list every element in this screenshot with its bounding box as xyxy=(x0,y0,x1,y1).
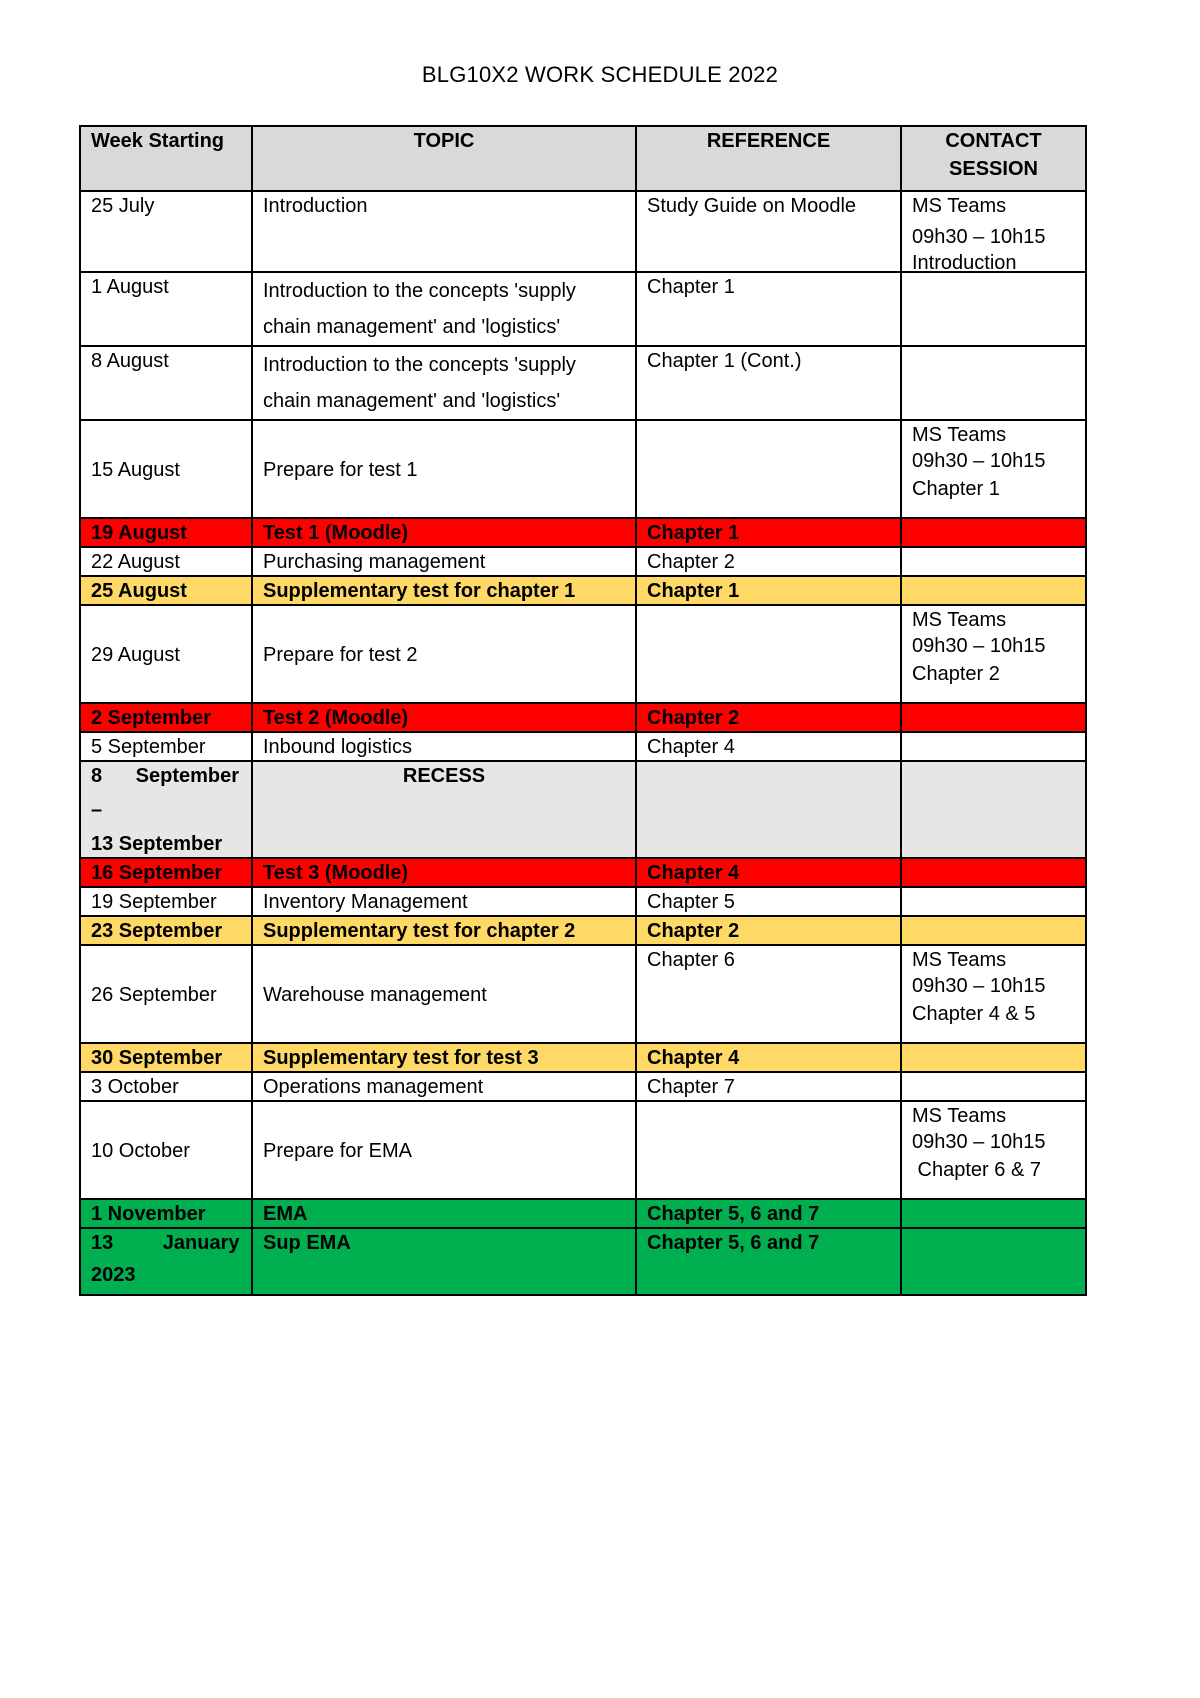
reference-cell xyxy=(636,605,901,703)
topic-cell: Warehouse management xyxy=(252,945,636,1043)
table-row-recess xyxy=(80,761,1086,858)
contact-platform: MS Teams xyxy=(912,1105,1007,1127)
contact-topic: Chapter 6 & 7 xyxy=(912,1159,1041,1181)
topic-cell: RECESS xyxy=(252,761,636,858)
contact-topic: Chapter 1 xyxy=(912,478,1000,500)
contact-cell xyxy=(901,761,1086,858)
week-cell: 1 November xyxy=(80,1199,252,1228)
reference-cell: Chapter 4 xyxy=(636,858,901,887)
week-cell: 25 July xyxy=(80,191,252,272)
reference-cell: Chapter 1 (Cont.) xyxy=(636,346,901,420)
table-row xyxy=(80,1072,1086,1101)
table-row xyxy=(80,1101,1086,1199)
topic-cell: Introduction xyxy=(252,191,636,272)
contact-cell xyxy=(901,1043,1086,1072)
topic-cell: Supplementary test for chapter 2 xyxy=(252,916,636,945)
contact-cell xyxy=(901,420,1086,518)
reference-cell: Chapter 2 xyxy=(636,547,901,576)
header-contact-session xyxy=(901,126,1086,191)
reference-cell: Chapter 1 xyxy=(636,576,901,605)
table-row-test xyxy=(80,703,1086,732)
header-week-starting: Week Starting xyxy=(80,126,252,191)
reference-cell: Chapter 5, 6 and 7 xyxy=(636,1228,901,1295)
week-cell: 22 August xyxy=(80,547,252,576)
contact-cell xyxy=(901,887,1086,916)
reference-cell xyxy=(636,1101,901,1199)
topic-cell: Supplementary test for chapter 1 xyxy=(252,576,636,605)
table-row-test xyxy=(80,858,1086,887)
contact-cell xyxy=(901,858,1086,887)
reference-cell: Chapter 4 xyxy=(636,1043,901,1072)
contact-cell xyxy=(901,191,1086,272)
contact-cell xyxy=(901,518,1086,547)
reference-cell: Chapter 6 xyxy=(636,945,901,1043)
contact-platform: MS Teams xyxy=(912,949,1007,971)
table-row xyxy=(80,420,1086,518)
table-row xyxy=(80,346,1086,420)
schedule-table xyxy=(79,125,1087,1296)
contact-cell xyxy=(901,945,1086,1043)
week-cell: 26 September xyxy=(80,945,252,1043)
topic-cell: Prepare for EMA xyxy=(252,1101,636,1199)
week-cell: 15 August xyxy=(80,420,252,518)
topic-cell: Test 1 (Moodle) xyxy=(252,518,636,547)
contact-time: 09h30 – 10h15 xyxy=(912,635,1046,657)
reference-cell: Chapter 1 xyxy=(636,272,901,346)
contact-cell xyxy=(901,1228,1086,1295)
contact-cell xyxy=(901,605,1086,703)
reference-cell: Chapter 2 xyxy=(636,916,901,945)
table-row xyxy=(80,191,1086,272)
table-row xyxy=(80,547,1086,576)
reference-cell xyxy=(636,420,901,518)
topic-cell: Operations management xyxy=(252,1072,636,1101)
week-cell: 30 September xyxy=(80,1043,252,1072)
reference-cell: Chapter 5 xyxy=(636,887,901,916)
table-row-supplementary xyxy=(80,576,1086,605)
table-row xyxy=(80,945,1086,1043)
week-cell: 29 August xyxy=(80,605,252,703)
contact-topic: Introduction xyxy=(912,252,1017,272)
week-cell: 3 October xyxy=(80,1072,252,1101)
table-row-ema xyxy=(80,1228,1086,1295)
week-cell: 19 August xyxy=(80,518,252,547)
topic-cell: Inbound logistics xyxy=(252,732,636,761)
week-cell: 1 August xyxy=(80,272,252,346)
reference-cell: Chapter 7 xyxy=(636,1072,901,1101)
week-cell: 2 September xyxy=(80,703,252,732)
topic-cell: Test 2 (Moodle) xyxy=(252,703,636,732)
reference-cell: Study Guide on Moodle xyxy=(636,191,901,272)
contact-cell xyxy=(901,547,1086,576)
contact-cell xyxy=(901,1072,1086,1101)
recess-start-date: 8 September xyxy=(91,765,240,787)
header-reference: REFERENCE xyxy=(636,126,901,191)
contact-cell xyxy=(901,1199,1086,1228)
reference-cell: Chapter 5, 6 and 7 xyxy=(636,1199,901,1228)
contact-cell xyxy=(901,916,1086,945)
contact-cell xyxy=(901,703,1086,732)
reference-cell: Chapter 2 xyxy=(636,703,901,732)
topic-cell: Purchasing management xyxy=(252,547,636,576)
topic-cell: Supplementary test for test 3 xyxy=(252,1043,636,1072)
topic-cell: Sup EMA xyxy=(252,1228,636,1295)
document-title: BLG10X2 WORK SCHEDULE 2022 xyxy=(421,62,779,87)
topic-cell: Inventory Management xyxy=(252,887,636,916)
table-row xyxy=(80,272,1086,346)
header-contact-line1: CONTACT xyxy=(945,130,1042,152)
week-cell: 5 September xyxy=(80,732,252,761)
contact-platform: MS Teams xyxy=(912,609,1007,631)
topic-cell: Test 3 (Moodle) xyxy=(252,858,636,887)
contact-cell xyxy=(901,1101,1086,1199)
contact-cell xyxy=(901,346,1086,420)
recess-end-date: 13 September xyxy=(91,833,223,855)
week-cell: 16 September xyxy=(80,858,252,887)
week-cell: 23 September xyxy=(80,916,252,945)
header-topic: TOPIC xyxy=(252,126,636,191)
contact-time: 09h30 – 10h15 xyxy=(912,1131,1046,1153)
topic-cell: Introduction to the concepts 'supply chain management' and 'logistics' xyxy=(252,346,636,420)
sup-ema-date-line2: 2023 xyxy=(91,1264,136,1286)
contact-cell xyxy=(901,272,1086,346)
contact-topic: Chapter 2 xyxy=(912,663,1000,685)
contact-topic: Chapter 4 & 5 xyxy=(912,1003,1036,1025)
table-row-test xyxy=(80,518,1086,547)
table-row xyxy=(80,732,1086,761)
contact-time: 09h30 – 10h15 xyxy=(912,975,1046,997)
week-cell: 10 October xyxy=(80,1101,252,1199)
table-row-supplementary xyxy=(80,1043,1086,1072)
week-cell xyxy=(80,1228,252,1295)
contact-platform: MS Teams xyxy=(912,195,1007,217)
week-cell: 19 September xyxy=(80,887,252,916)
topic-cell: Introduction to the concepts 'supply chain management' and 'logistics' xyxy=(252,272,636,346)
contact-time: 09h30 – 10h15 xyxy=(912,450,1046,472)
contact-platform: MS Teams xyxy=(912,424,1007,446)
table-row xyxy=(80,887,1086,916)
topic-cell: Prepare for test 1 xyxy=(252,420,636,518)
reference-cell xyxy=(636,761,901,858)
reference-cell: Chapter 4 xyxy=(636,732,901,761)
topic-cell: Prepare for test 2 xyxy=(252,605,636,703)
table-row xyxy=(80,605,1086,703)
header-contact-line2: SESSION xyxy=(949,158,1038,180)
table-row-supplementary xyxy=(80,916,1086,945)
sup-ema-date-line1: 13 January xyxy=(91,1232,240,1254)
week-cell: 25 August xyxy=(80,576,252,605)
recess-dash: – xyxy=(91,799,103,821)
topic-cell: EMA xyxy=(252,1199,636,1228)
week-cell xyxy=(80,761,252,858)
contact-time: 09h30 – 10h15 xyxy=(912,226,1046,248)
contact-cell xyxy=(901,732,1086,761)
header-row xyxy=(80,126,1086,191)
contact-cell xyxy=(901,576,1086,605)
reference-cell: Chapter 1 xyxy=(636,518,901,547)
table-row-ema xyxy=(80,1199,1086,1228)
week-cell: 8 August xyxy=(80,346,252,420)
